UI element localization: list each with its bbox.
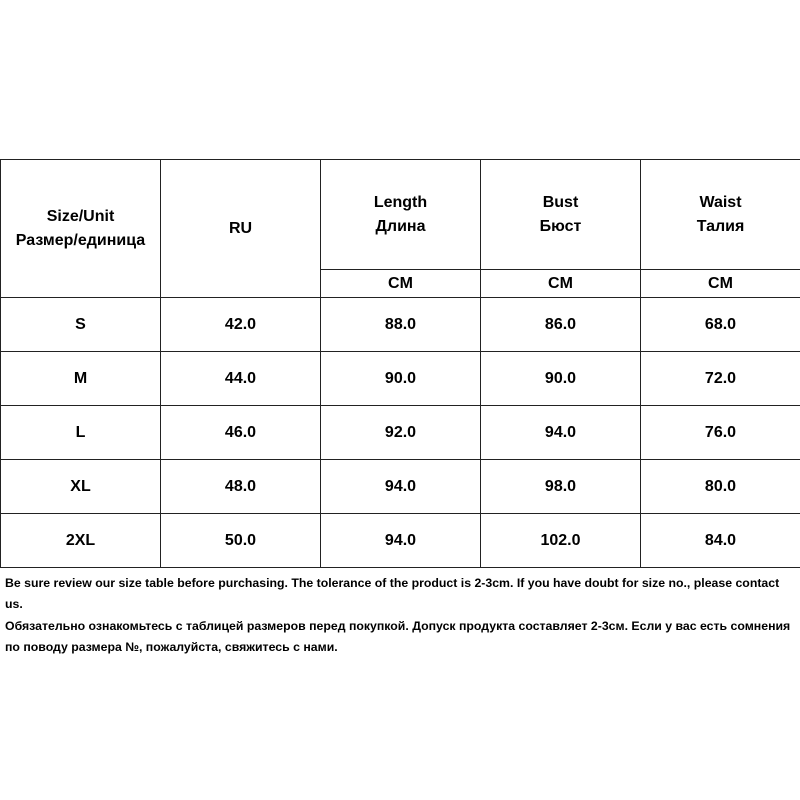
header-bust-ru: Бюст [539,217,582,235]
unit-bust: CM [481,270,641,298]
header-length [321,160,481,270]
cell-waist: 68.0 [641,298,800,352]
table-row [1,352,800,406]
header-waist [641,160,800,270]
table-row [1,460,800,514]
cell-size: S [1,298,161,352]
cell-bust: 102.0 [481,514,641,568]
cell-size: 2XL [1,514,161,568]
table-row [1,406,800,460]
unit-length: CM [321,270,481,298]
cell-length: 92.0 [321,406,481,460]
note-russian: Обязательно ознакомьтесь с таблицей размеров перед покупкой. Допуск продукта составляет 2-3см. Если у вас есть сомнения по поводу размера №, пожалуйста, свяжитесь с нами. [5,618,791,654]
header-waist-en: Waist [699,193,742,211]
header-size-unit [1,160,161,298]
header-bust-en: Bust [542,193,579,211]
cell-ru: 42.0 [161,298,321,352]
note-english: Be sure review our size table before purchasing. The tolerance of the product is 2-3cm. If you have doubt for size no., please contact us. [5,576,780,612]
cell-length: 94.0 [321,460,481,514]
header-size-unit-en: Size/Unit [46,207,115,225]
header-size-unit-ru: Размер/единица [15,231,146,249]
cell-size: M [1,352,161,406]
cell-ru: 44.0 [161,352,321,406]
header-ru: RU [161,160,321,298]
cell-waist: 72.0 [641,352,800,406]
cell-bust: 98.0 [481,460,641,514]
unit-waist: CM [641,270,800,298]
size-chart-table [0,159,800,568]
cell-length: 94.0 [321,514,481,568]
cell-waist: 80.0 [641,460,800,514]
cell-ru: 48.0 [161,460,321,514]
header-length-en: Length [373,193,428,211]
cell-bust: 90.0 [481,352,641,406]
header-bust [481,160,641,270]
cell-waist: 76.0 [641,406,800,460]
cell-bust: 94.0 [481,406,641,460]
cell-ru: 50.0 [161,514,321,568]
cell-waist: 84.0 [641,514,800,568]
cell-ru: 46.0 [161,406,321,460]
header-waist-ru: Талия [696,217,745,235]
cell-length: 90.0 [321,352,481,406]
table-row [1,514,800,568]
cell-size: L [1,406,161,460]
table-header-row [1,160,800,270]
size-notes [5,573,800,658]
cell-length: 88.0 [321,298,481,352]
table-row [1,298,800,352]
cell-bust: 86.0 [481,298,641,352]
header-length-ru: Длина [375,217,426,235]
cell-size: XL [1,460,161,514]
